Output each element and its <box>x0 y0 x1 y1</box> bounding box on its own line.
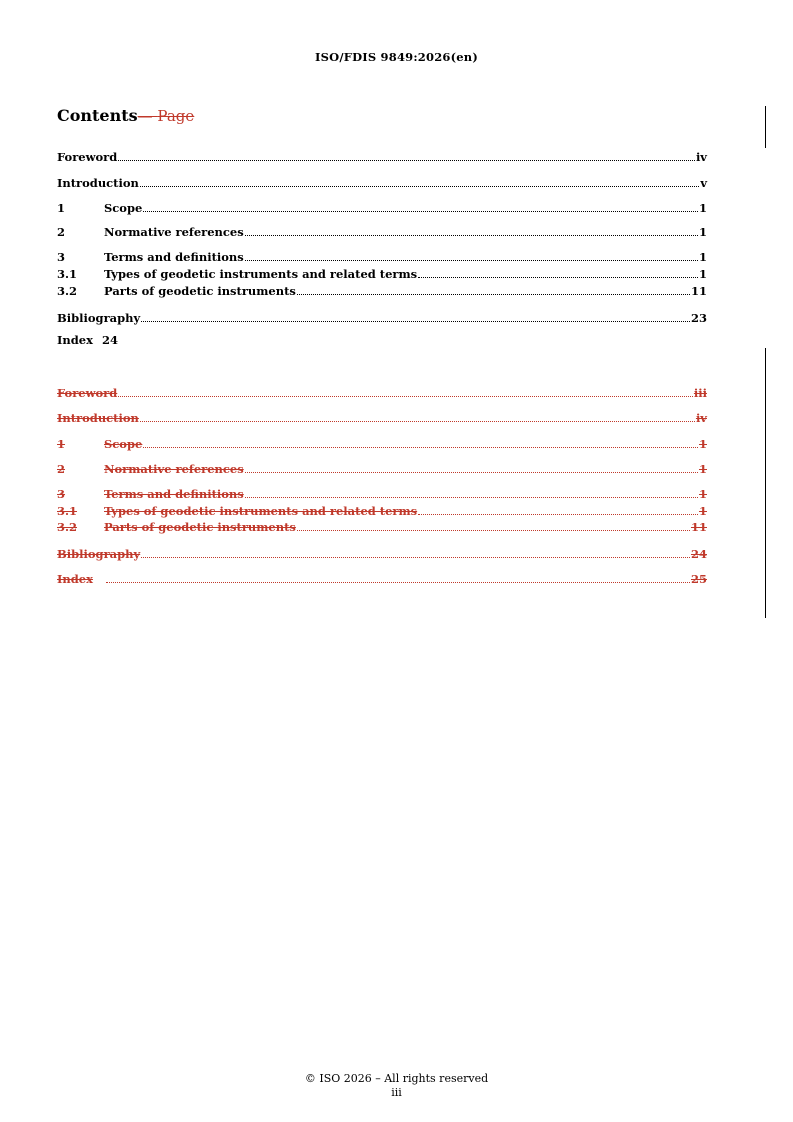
toc-entry-title: Scope <box>104 201 143 215</box>
toc-entry-page: 25 <box>690 572 707 586</box>
toc-entry-title: Bibliography <box>57 311 141 325</box>
toc-entry-number: 3.2 <box>57 520 78 534</box>
toc-leader-dots <box>140 185 699 187</box>
toc-leader-dots <box>106 581 690 583</box>
toc-entry-title: Normative references <box>104 225 244 239</box>
deleted-toc-entry-scope[interactable] <box>57 435 707 451</box>
deleted-toc-entry-terms-definitions[interactable] <box>57 485 707 501</box>
toc-entry-page: 1 <box>698 201 707 215</box>
toc-entry-title: Scope <box>104 437 143 451</box>
deleted-toc-entry-bibliography[interactable] <box>57 545 707 561</box>
toc-leader-dots <box>297 293 690 295</box>
toc-entry-title: Parts of geodetic instruments <box>104 284 296 298</box>
toc-entry-title: Normative references <box>104 462 244 476</box>
toc-entry-number: 1 <box>57 437 66 451</box>
toc-entry-page: 24 <box>690 547 707 561</box>
toc-entry-page: 1 <box>698 487 707 501</box>
deleted-toc-entry-normative-references[interactable] <box>57 460 707 476</box>
toc-entry-title: Foreword <box>57 150 118 164</box>
toc-entry-terms-definitions[interactable] <box>57 248 707 264</box>
toc-entry-page: 1 <box>698 225 707 239</box>
toc-entry-page: v <box>700 176 707 190</box>
toc-leader-dots <box>418 276 698 278</box>
toc-leader-dots <box>245 234 698 236</box>
toc-entry-number: 3 <box>57 250 66 264</box>
deleted-toc-entry-3-2[interactable] <box>57 518 707 534</box>
toc-leader-dots <box>118 159 695 161</box>
toc-entry-page: 1 <box>698 462 707 476</box>
copyright-notice: © ISO 2026 – All rights reserved <box>304 1072 489 1085</box>
toc-entry-page: 11 <box>690 284 707 298</box>
toc-entry-number: 3 <box>57 487 66 501</box>
page-footer <box>0 1072 793 1100</box>
toc-entry-index[interactable] <box>57 333 118 347</box>
toc-entry-title: Foreword <box>57 386 118 400</box>
toc-entry-3-2[interactable] <box>57 282 707 298</box>
toc-entry-title: Terms and definitions <box>104 250 244 264</box>
toc-entry-title: Terms and definitions <box>104 487 244 501</box>
page-number: iii <box>391 1086 402 1099</box>
toc-leader-dots <box>141 556 690 558</box>
toc-leader-dots <box>245 471 698 473</box>
toc-entry-page: 1 <box>698 504 707 518</box>
toc-entry-title: Introduction <box>57 176 139 190</box>
toc-entry-number: 2 <box>57 225 66 239</box>
toc-entry-title: Index <box>57 333 93 347</box>
toc-leader-dots <box>140 420 695 422</box>
toc-entry-page: iii <box>693 386 707 400</box>
toc-entry-number: 3.1 <box>57 504 78 518</box>
toc-entry-normative-references[interactable] <box>57 223 707 239</box>
deleted-toc-entry-3-1[interactable] <box>57 502 707 518</box>
toc-entry-page: iv <box>695 411 707 425</box>
toc-entry-foreword[interactable] <box>57 148 707 164</box>
toc-entry-title: Types of geodetic instruments and related terms <box>104 267 418 281</box>
toc-entry-number: 2 <box>57 462 66 476</box>
toc-entry-3-1[interactable] <box>57 265 707 281</box>
contents-page-label-deleted: — Page <box>137 107 195 125</box>
toc-entry-title: Index <box>57 572 93 586</box>
toc-entry-number: 3.1 <box>57 267 78 281</box>
toc-entry-page: 11 <box>690 520 707 534</box>
deleted-toc-entry-index[interactable] <box>57 570 707 586</box>
toc-entry-title: Introduction <box>57 411 139 425</box>
toc-leader-dots <box>141 320 690 322</box>
toc-leader-dots <box>143 210 698 212</box>
toc-entry-number: 1 <box>57 201 66 215</box>
toc-leader-dots <box>118 395 693 397</box>
change-bar-bottom <box>765 348 766 618</box>
toc-entry-number: 3.2 <box>57 284 78 298</box>
deleted-toc-entry-foreword[interactable] <box>57 384 707 400</box>
toc-leader-dots <box>297 529 690 531</box>
document-header: ISO/FDIS 9849:2026(en) <box>315 50 478 64</box>
toc-leader-dots <box>245 496 698 498</box>
toc-entry-title: Parts of geodetic instruments <box>104 520 296 534</box>
toc-entry-bibliography[interactable] <box>57 309 707 325</box>
toc-entry-scope[interactable] <box>57 199 707 215</box>
deleted-toc-entry-introduction[interactable] <box>57 409 707 425</box>
toc-entry-page: 1 <box>698 267 707 281</box>
toc-leader-dots <box>418 513 698 515</box>
change-bar-top <box>765 106 766 148</box>
toc-leader-dots <box>245 259 698 261</box>
contents-title: Contents <box>57 106 138 125</box>
toc-entry-title: Bibliography <box>57 547 141 561</box>
toc-entry-title: Types of geodetic instruments and related terms <box>104 504 418 518</box>
toc-entry-introduction[interactable] <box>57 174 707 190</box>
toc-entry-page: 1 <box>698 250 707 264</box>
toc-entry-page: 1 <box>698 437 707 451</box>
toc-entry-page: 23 <box>690 311 707 325</box>
toc-leader-dots <box>143 446 698 448</box>
contents-heading <box>57 106 194 125</box>
toc-entry-page: iv <box>695 150 707 164</box>
toc-entry-page: 24 <box>101 333 118 347</box>
